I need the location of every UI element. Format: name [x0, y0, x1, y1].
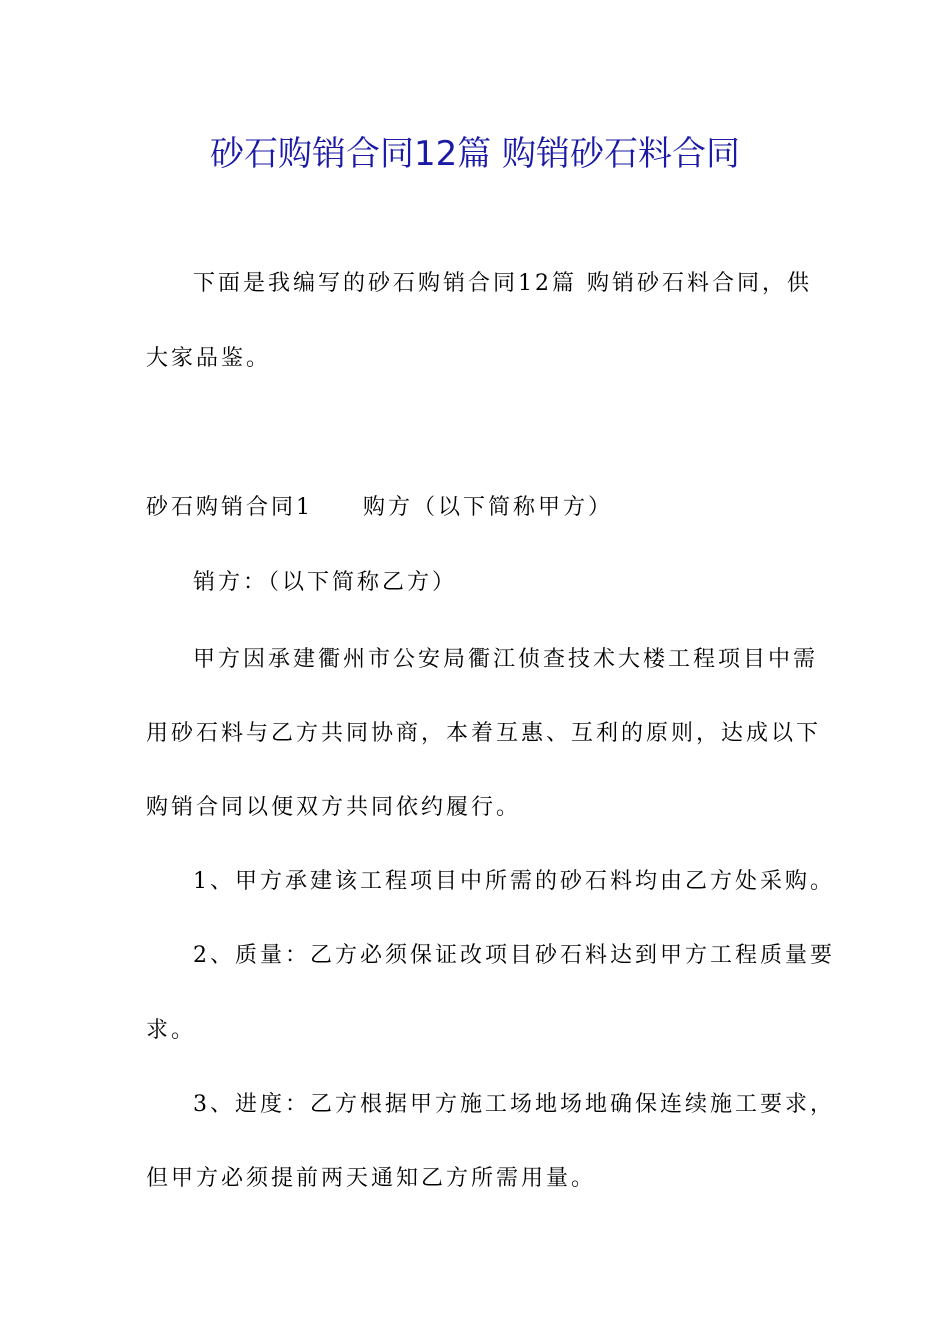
para1-line-1: 甲方因承建衢州市公安局衢江侦查技术大楼工程项目中需: [193, 647, 819, 672]
clause-3-line-1: 3、进度：乙方根据甲方施工场地场地确保连续施工要求，: [193, 1092, 835, 1117]
para1-line-3: 购销合同以便双方共同依约履行。: [146, 795, 522, 820]
intro-line-1: 下面是我编写的砂石购销合同12篇 购销砂石料合同，供: [193, 271, 812, 296]
buyer-line: 购方（以下简称甲方）: [363, 495, 614, 520]
clause-3-line-2: 但甲方必须提前两天通知乙方所需用量。: [146, 1166, 597, 1191]
section-heading: 砂石购销合同1: [146, 495, 313, 520]
intro-line-2: 大家品鉴。: [146, 346, 272, 371]
document-title: 砂石购销合同12篇 购销砂石料合同: [209, 134, 741, 174]
clause-1: 1、甲方承建该工程项目中所需的砂石料均由乙方处采购。: [193, 869, 835, 894]
seller-line: 销方：（以下简称乙方）: [193, 570, 458, 595]
clause-2-line-1: 2、质量：乙方必须保证改项目砂石料达到甲方工程质量要: [193, 943, 835, 968]
section-heading-row: [146, 492, 613, 524]
para1-line-2: 用砂石料与乙方共同协商，本着互惠、互利的原则，达成以下: [146, 721, 822, 746]
clause-2-line-2: 求。: [146, 1018, 197, 1043]
